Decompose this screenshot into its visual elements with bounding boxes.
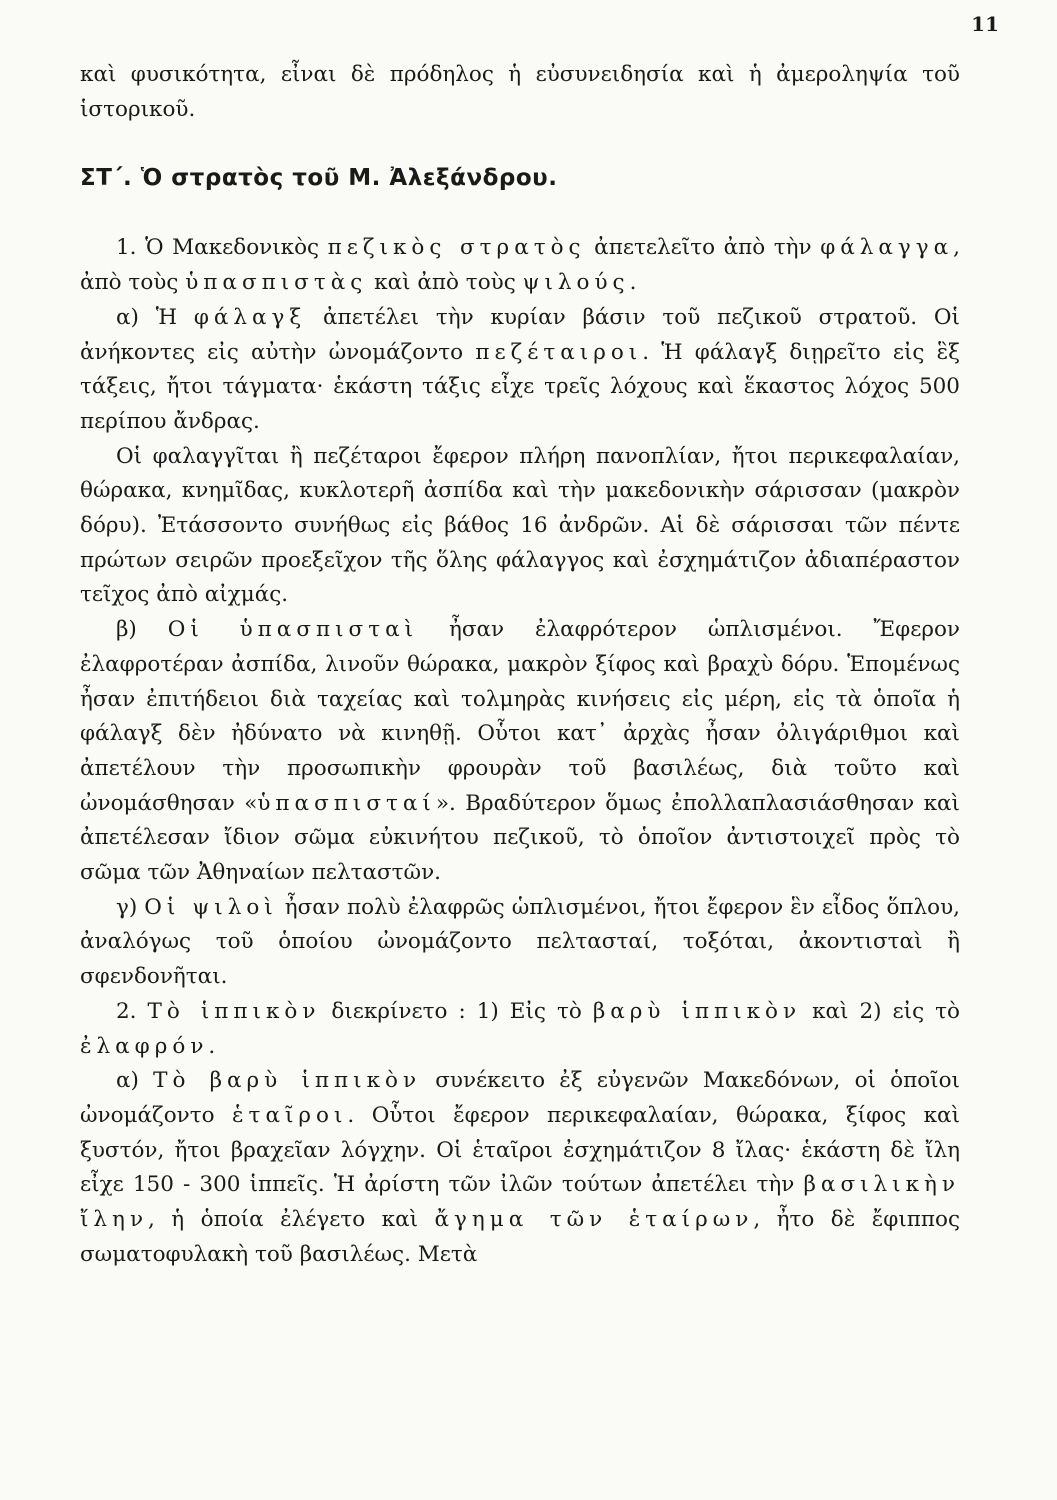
text-span: ἀπετελεῖτο ἀπὸ τὴν [585, 235, 821, 261]
text-span: 2. [116, 998, 148, 1024]
text-span: 1. Ὁ Μακεδονικὸς [116, 235, 328, 261]
paragraph-phalanx [80, 301, 960, 440]
text-span: ἦσαν πολὺ ἐλαφρῶς ὡπλισμένοι, ἤτοι ἔφερον ἓν εἶδος ὅπλου, ἀναλόγως τοῦ ὁποίου ὠνομάζοντο πελτασταί, τοξόται, ἀκοντισταὶ ἢ σφενδονῆται. [80, 894, 960, 990]
text-span: . [629, 270, 637, 296]
text-span: διεκρίνετο : 1) Εἰς τὸ [320, 998, 593, 1024]
spaced-term: ὑπασπισταί [257, 790, 436, 816]
text-span: καὶ 2) εἰς τὸ [801, 998, 960, 1024]
intro-paragraph: καὶ φυσικότητα, εἶναι δὲ πρόδηλος ἡ εὐσυνειδησία καὶ ἡ ἀμεροληψία τοῦ ἱστορικοῦ. [80, 62, 960, 122]
paragraph-infantry-overview [80, 231, 960, 300]
spaced-term: ὑπασπιστὰς [185, 270, 368, 296]
spaced-term: ἐλαφρόν [80, 1033, 209, 1059]
text-span: , ἡ ὁποία ἐλέγετο καὶ [148, 1207, 435, 1233]
spaced-term: φάλαγγα [820, 235, 954, 261]
spaced-term: φάλαγξ [193, 304, 307, 330]
text-span: συνέκειτο ἐξ εὐγενῶν Μακεδόνων, οἱ ὁποῖοι ὠνομάζοντο [80, 1068, 960, 1128]
spaced-term: βασιλικὴν ἴλην [80, 1172, 960, 1233]
text-span: α) [116, 1068, 154, 1094]
text-span: , ἦτο δὲ ἔφιππος σωματοφυλακὴ τοῦ βασιλέως. Μετὰ [80, 1207, 960, 1267]
paragraph-heavy-cavalry [80, 1064, 960, 1272]
spaced-term: ψιλούς [522, 270, 630, 296]
spaced-term: Τὸ βαρὺ ἱππικὸν [153, 1068, 422, 1094]
text-span: β) [116, 617, 168, 643]
spaced-term: Οἱ ψιλοὶ [144, 894, 278, 920]
text-span: ». Βραδύτερον ὅμως ἐπολλαπλασιάσθησαν καὶ ἀπετέλεσαν ἴδιον σῶμα εὐκινήτου πεζικοῦ, τὸ ὁποῖον ἀντιστοιχεῖ πρὸς τὸ σῶμα τῶν Ἀθηναίων πελταστῶν. [80, 790, 960, 886]
text-span: . Οὗτοι ἔφερον περικεφαλαίαν, θώρακα, ξίφος καὶ ξυστόν, ἤτοι βραχεῖαν λόγχην. Οἱ ἑταῖροι ἐσχημάτιζον 8 ἴλας· ἑκάστη δὲ ἴλη εἶχε 150 - 300 ἱππεῖς. Ἡ ἀρίστη τῶν ἰλῶν τούτων ἀπετέλει τὴν [80, 1102, 960, 1198]
spaced-term: Οἱ ὑπασπισταὶ [167, 617, 419, 643]
text-span: καὶ ἀπὸ τοὺς [367, 270, 523, 296]
paragraph-phalangites: Οἱ φαλαγγῖται ἢ πεζέταροι ἔφερον πλήρη πανοπλίαν, ἤτοι περικεφαλαίαν, θώρακα, κνημῖδας, κυκλοτερῆ ἀσπίδα καὶ τὴν μακεδονικὴν σάρισσαν (μακρὸν δόρυ). Ἐτάσσοντο συνήθως εἰς βάθος 16 ἀνδρῶν. Αἱ δὲ σάρισσαι τῶν πέντε πρώτων σειρῶν προεξεῖχον τῆς ὅλης φάλαγγος καὶ ἐσχημάτιζον ἀδιαπέραστον τεῖχος ἀπὸ αἰχμάς. [80, 443, 960, 608]
paragraph-hypaspists [80, 613, 960, 891]
spaced-term: πεζέταιροι [475, 339, 643, 365]
text-span: α) Ἡ [116, 304, 194, 330]
text-span: . Ἡ φάλαγξ διῃρεῖτο εἰς ἓξ τάξεις, ἤτοι τάγματα· ἑκάστη τάξις εἶχε τρεῖς λόχους καὶ ἕκαστος λόχος 500 περίπου ἄνδρας. [80, 339, 960, 434]
text-span: . [208, 1033, 216, 1059]
page-number: 11 [971, 12, 999, 36]
paragraph-cavalry [80, 995, 960, 1064]
spaced-term: Τὸ ἱππικὸν [147, 998, 321, 1024]
spaced-term: βαρὺ ἱππικὸν [592, 998, 802, 1024]
paragraph-psiloi [80, 891, 960, 995]
spaced-term: πεζικὸς στρατὸς [327, 235, 586, 261]
section-heading: ΣΤ΄. Ὁ στρατὸς τοῦ Μ. Ἀλεξάνδρου. [80, 165, 558, 192]
text-span: , ἀπὸ τοὺς [80, 235, 960, 296]
spaced-term: ἄγημα τῶν ἑταίρων [434, 1207, 754, 1233]
spaced-term: ἑταῖροι [232, 1102, 348, 1128]
document-body [80, 58, 960, 1273]
text-span: γ) [116, 894, 145, 920]
text-span: ἀπετέλει τὴν κυρίαν βάσιν τοῦ πεζικοῦ στρατοῦ. Οἱ ἀνήκοντες εἰς αὐτὴν ὠνομάζοντο [80, 304, 960, 365]
text-span: ἦσαν ἐλαφρότερον ὡπλισμένοι. Ἔφερον ἐλαφροτέραν ἀσπίδα, λινοῦν θώρακα, μακρὸν ξίφος καὶ βραχὺ δόρυ. Ἑπομένως ἦσαν ἐπιτήδειοι διὰ ταχείας καὶ τολμηρὰς κινήσεις εἰς μέρη, εἰς τὰ ὁποῖα ἡ φάλαγξ δὲν ἠδύνατο νὰ κινηθῇ. Οὗτοι κατ᾽ ἀρχὰς ἦσαν ὀλιγάριθμοι καὶ ἀπετέλουν τὴν προσωπικὴν φρουρὰν τοῦ βασιλέως, διὰ τοῦτο καὶ ὠνομάσθησαν « [80, 617, 960, 816]
